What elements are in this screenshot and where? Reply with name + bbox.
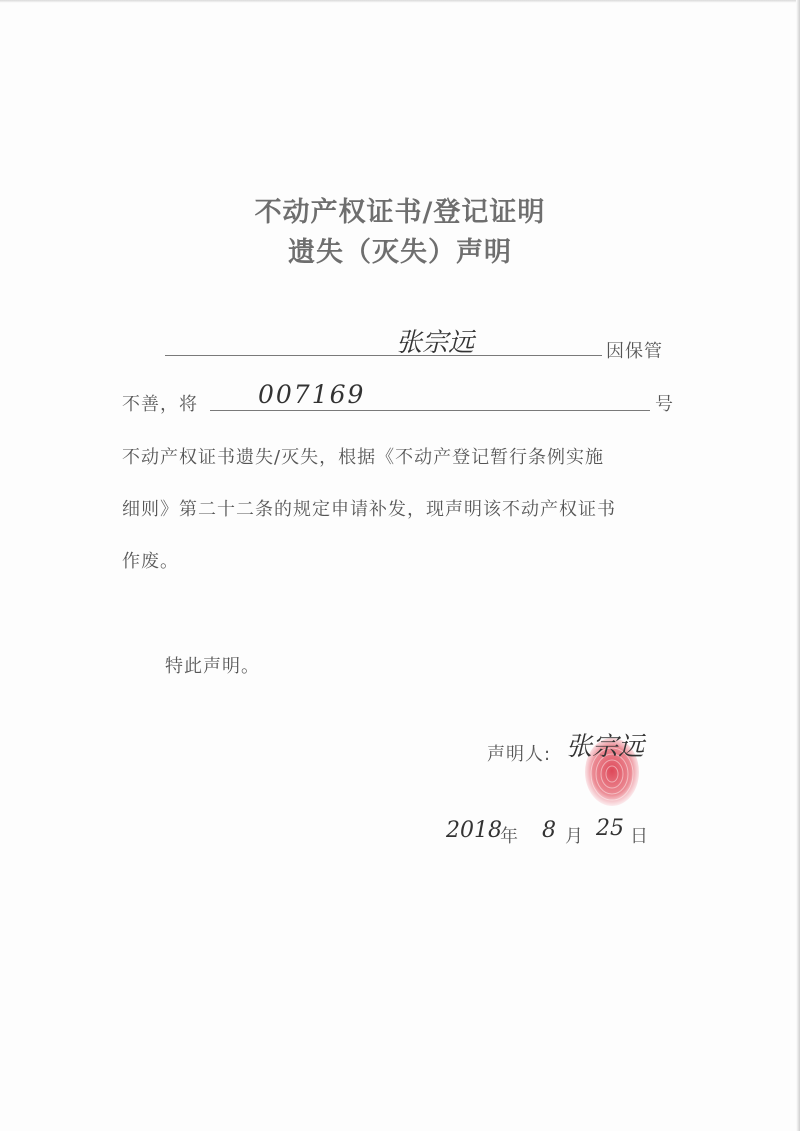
statement-line5: 作废。 <box>122 551 179 572</box>
statement-closing: 特此声明。 <box>165 656 260 677</box>
certificate-number-handwritten: 007169 <box>258 380 366 409</box>
scan-edge-top <box>0 0 800 3</box>
statement-line4: 细则》第二十二条的规定申请补发，现声明该不动产权证书 <box>122 499 616 520</box>
date-day-label: 日 <box>630 826 649 847</box>
date-year-handwritten: 2018 <box>446 818 502 843</box>
certificate-number-line <box>210 410 650 411</box>
statement-line2-prefix: 不善，将 <box>122 394 198 415</box>
signature-label: 声明人: <box>487 744 552 765</box>
document-subtitle: 遗失（灭失）声明 <box>288 237 512 268</box>
owner-name-line <box>165 355 602 356</box>
date-month-handwritten: 8 <box>542 818 556 843</box>
signature-handwritten: 张宗远 <box>566 732 645 762</box>
scan-edge-right <box>796 0 800 1131</box>
document-title: 不动产权证书/登记证明 <box>254 197 546 228</box>
date-year-label: 年 <box>500 826 519 847</box>
date-day-handwritten: 25 <box>596 816 624 841</box>
statement-line2-suffix: 号 <box>655 394 674 415</box>
owner-name-handwritten: 张宗远 <box>396 328 475 358</box>
date-month-label: 月 <box>565 826 584 847</box>
statement-line1-suffix: 因保管 <box>606 341 663 362</box>
statement-line3: 不动产权证书遗失/灭失，根据《不动产登记暂行条例实施 <box>122 447 605 468</box>
